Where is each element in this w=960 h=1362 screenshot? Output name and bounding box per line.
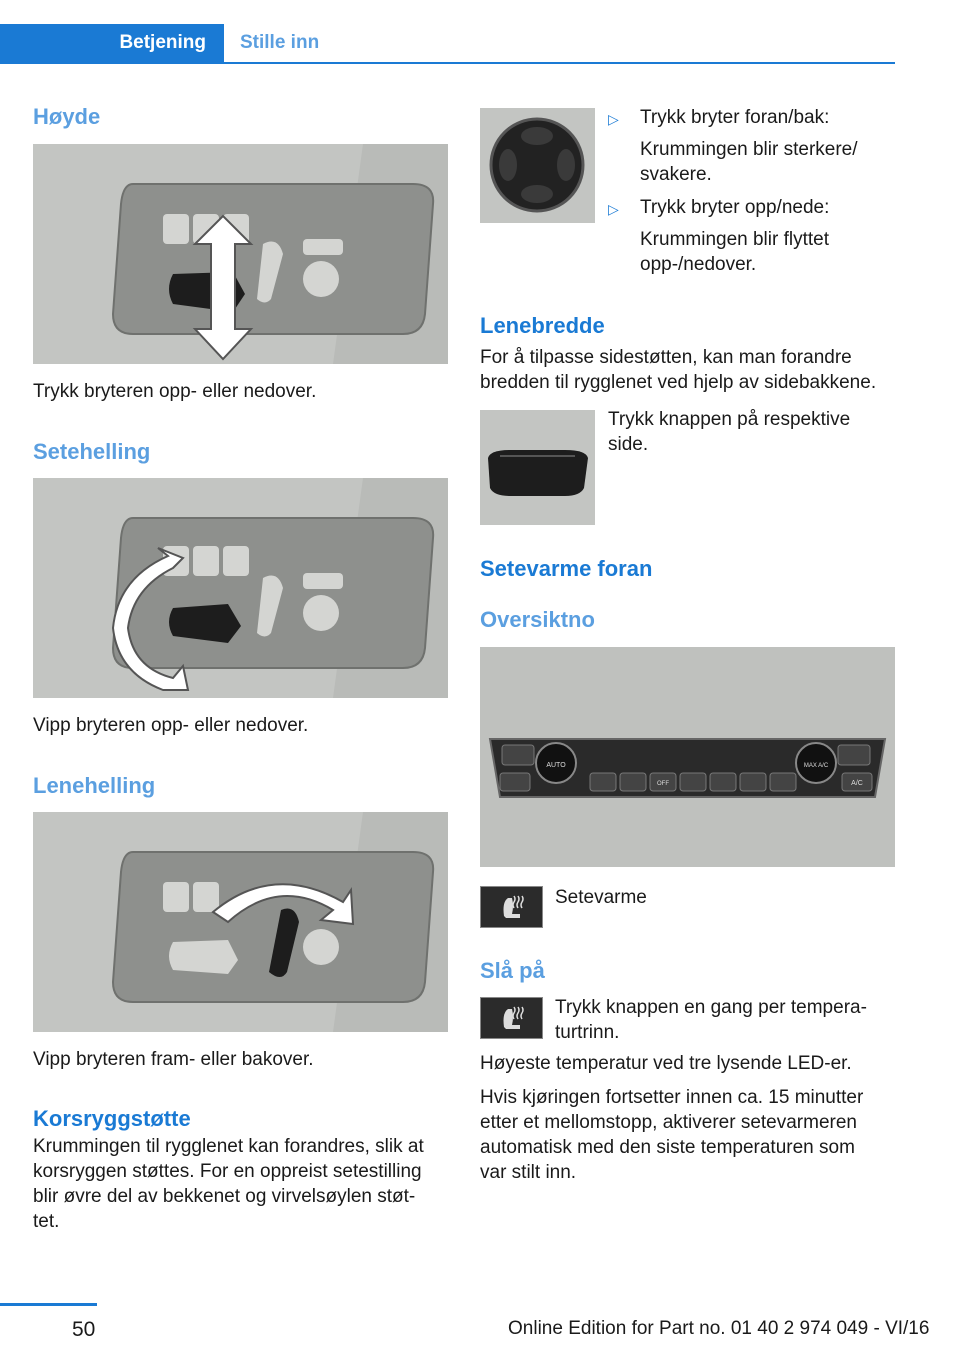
heading-lenebredde: Lenebredde <box>480 313 605 338</box>
footer-rule <box>0 1303 97 1306</box>
caption-lenehelling: Vipp bryteren fram- eller bakover. <box>33 1049 314 1070</box>
heading-korsryggstotte: Korsryggstøtte <box>33 1106 191 1131</box>
footer-edition: Online Edition for Part no. 01 40 2 974 049 - VI/16 <box>508 1318 930 1339</box>
side-bolster-button-illustration <box>480 410 595 525</box>
triangle-bullet-icon: ▷ <box>608 201 619 217</box>
instruction-sla-pa: Trykk knappen en gang per tempera- turtrinn. <box>555 997 867 1043</box>
climate-panel-illustration <box>480 647 895 867</box>
instruction-lenebredde: Trykk knappen på respektive side. <box>608 409 851 455</box>
lumbar-switch-illustration <box>480 108 595 223</box>
page-number: 50 <box>72 1318 96 1341</box>
seat-heating-button-icon <box>480 997 543 1039</box>
seat-height-illustration <box>33 144 448 364</box>
heading-oversikt: Oversiktno <box>480 607 595 632</box>
svg-text:A/C: A/C <box>851 780 863 787</box>
seat-tilt-illustration <box>33 478 448 698</box>
heading-setevarme-foran: Setevarme foran <box>480 556 653 581</box>
paragraph-hoyeste-temperatur: Høyeste temperatur ved tre lysende LED-er. <box>480 1053 852 1074</box>
svg-text:OFF: OFF <box>657 781 669 787</box>
paragraph-lenebredde: For å tilpasse sidestøtten, kan man forandre bredden til rygglenet ved hjelp av sidebakkene. <box>480 347 877 393</box>
seat-heating-button-icon <box>480 886 543 928</box>
triangle-bullet-icon: ▷ <box>608 111 619 127</box>
bullet-foran-bak: ▷ Trykk bryter foran/bak: Krummingen blir sterkere/ svakere. <box>608 107 858 185</box>
paragraph-korsryggstotte: Krummingen til rygglenet kan forandres, slik at korsryggen støttes. For en oppreist setestilling blir øvre del av bekkenet og virvelsøylen støt- tet. <box>33 1136 424 1232</box>
tab-betjening[interactable]: Betjening <box>0 24 224 62</box>
svg-text:MAX A/C: MAX A/C <box>803 763 829 769</box>
heading-sla-pa: Slå på <box>480 958 545 983</box>
header-tabbar <box>0 24 895 64</box>
heading-lenehelling: Lenehelling <box>33 773 156 798</box>
paragraph-automatisk: Hvis kjøringen fortsetter innen ca. 15 minutter etter et mellomstopp, aktiverer setevarmeren automatisk med den siste temperaturen som var stilt inn. <box>480 1087 864 1183</box>
caption-hoyde: Trykk bryteren opp- eller nedover. <box>33 381 317 402</box>
heading-hoyde: Høyde <box>33 104 101 129</box>
bullet-opp-nede: ▷ Trykk bryter opp/nede: Krummingen blir flyttet opp-/nedover. <box>608 197 830 275</box>
label-setevarme: Setevarme <box>555 887 647 908</box>
caption-setehelling: Vipp bryteren opp- eller nedover. <box>33 715 309 736</box>
svg-text:AUTO: AUTO <box>546 762 566 769</box>
backrest-tilt-illustration <box>33 812 448 1032</box>
heading-setehelling: Setehelling <box>33 439 151 464</box>
tab-stille-inn[interactable]: Stille inn <box>240 32 320 53</box>
